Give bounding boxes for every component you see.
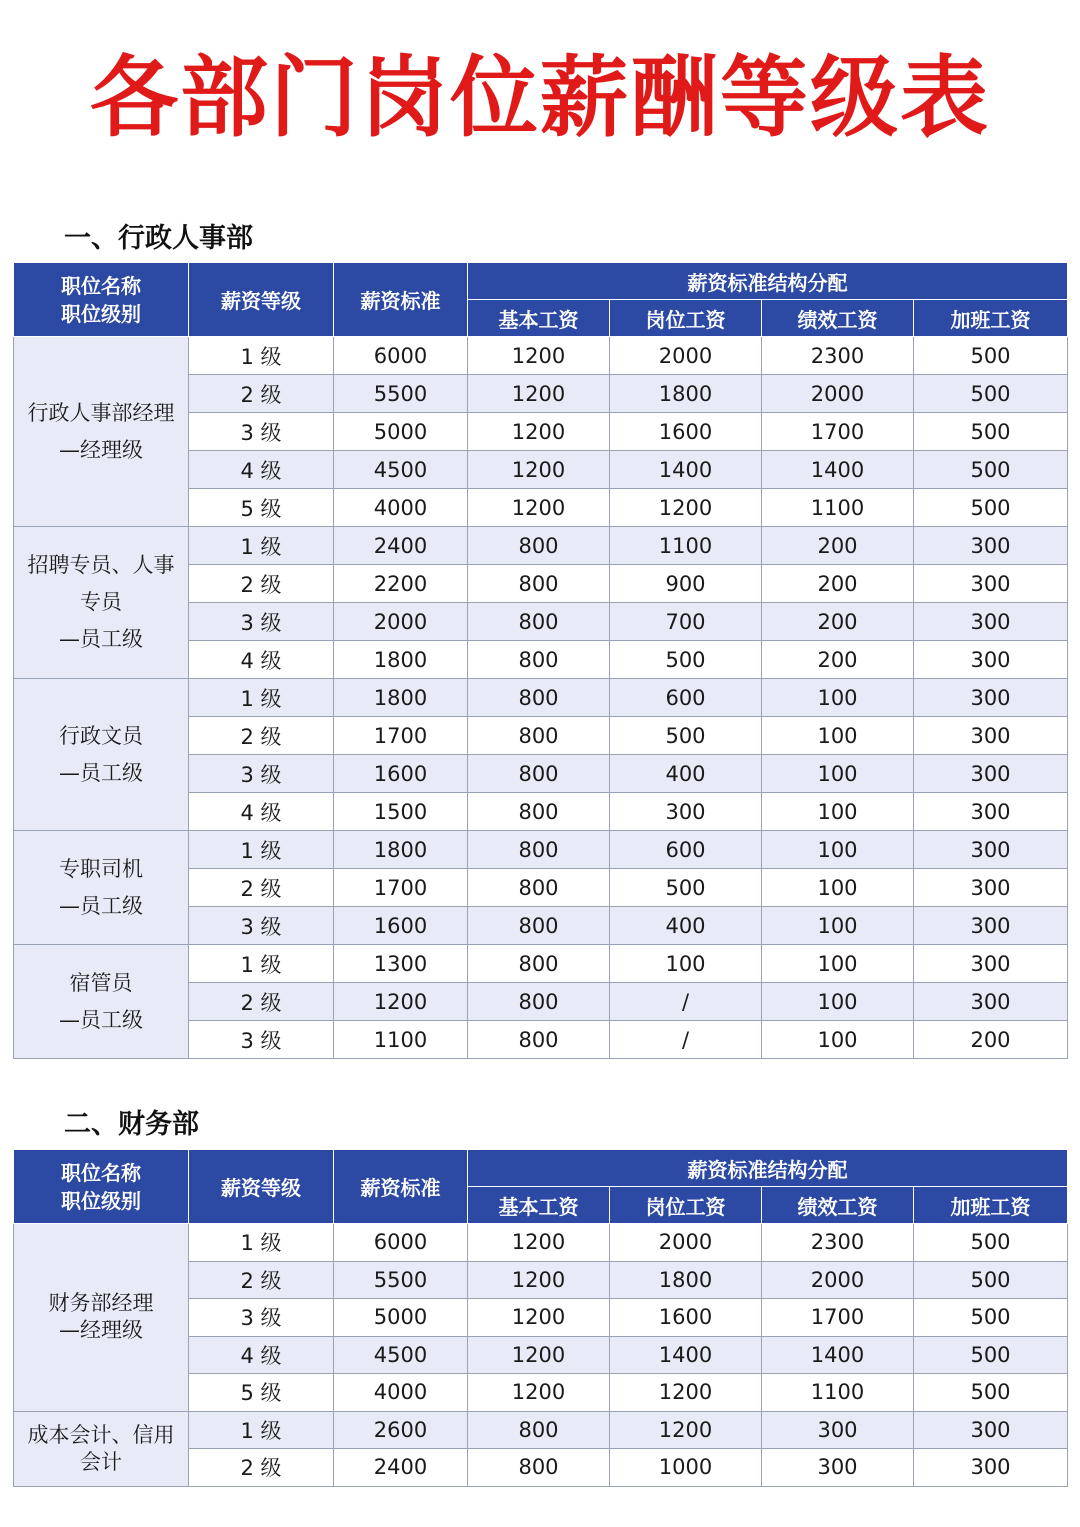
header-position: 职位名称 职位级别 — [14, 263, 189, 337]
basic-cell: 800 — [468, 565, 610, 603]
overtime-cell: 500 — [914, 1299, 1068, 1337]
position-cell — [14, 1224, 189, 1412]
header-standard: 薪资标准 — [334, 1150, 468, 1224]
overtime-cell: 300 — [914, 1411, 1068, 1449]
post-cell: 600 — [610, 831, 762, 869]
overtime-cell: 300 — [914, 565, 1068, 603]
basic-cell: 1200 — [468, 375, 610, 413]
standard-cell: 4500 — [334, 1336, 468, 1374]
basic-cell: 800 — [468, 983, 610, 1021]
basic-cell: 1200 — [468, 1336, 610, 1374]
position-cell — [14, 337, 189, 527]
table-row — [14, 527, 1068, 565]
position-line: 行政文员 — [59, 723, 143, 748]
standard-cell: 4000 — [334, 1374, 468, 1412]
position-line: —员工级 — [59, 760, 143, 785]
basic-cell: 800 — [468, 755, 610, 793]
post-cell: 2000 — [610, 337, 762, 375]
performance-cell: 1700 — [762, 1299, 914, 1337]
table-row — [14, 945, 1068, 983]
position-line: —经理级 — [59, 1318, 143, 1343]
standard-cell: 1800 — [334, 641, 468, 679]
performance-cell: 200 — [762, 565, 914, 603]
performance-cell: 300 — [762, 1411, 914, 1449]
grade-cell: 4 级 — [189, 641, 334, 679]
overtime-cell: 300 — [914, 945, 1068, 983]
header-structure: 薪资标准结构分配 — [468, 263, 1068, 300]
overtime-cell: 300 — [914, 679, 1068, 717]
post-cell: 1100 — [610, 527, 762, 565]
basic-cell: 800 — [468, 1449, 610, 1487]
overtime-cell: 300 — [914, 907, 1068, 945]
standard-cell: 1200 — [334, 983, 468, 1021]
performance-cell: 2000 — [762, 1261, 914, 1299]
position-line: —经理级 — [59, 437, 143, 462]
header-overtime: 加班工资 — [914, 1187, 1068, 1224]
grade-cell: 1 级 — [189, 1411, 334, 1449]
grade-cell: 3 级 — [189, 603, 334, 641]
grade-cell: 3 级 — [189, 413, 334, 451]
post-cell: 1800 — [610, 375, 762, 413]
salary-table-admin-hr — [13, 262, 1068, 1059]
header-overtime: 加班工资 — [914, 300, 1068, 337]
basic-cell: 800 — [468, 717, 610, 755]
post-cell: 1800 — [610, 1261, 762, 1299]
performance-cell: 1100 — [762, 489, 914, 527]
basic-cell: 800 — [468, 527, 610, 565]
table-row — [14, 831, 1068, 869]
post-cell: 700 — [610, 603, 762, 641]
performance-cell: 1400 — [762, 1336, 914, 1374]
header-position: 职位名称 职位级别 — [14, 1150, 189, 1224]
grade-cell: 2 级 — [189, 1261, 334, 1299]
header-basic: 基本工资 — [468, 1187, 610, 1224]
performance-cell: 200 — [762, 527, 914, 565]
position-cell — [14, 527, 189, 679]
overtime-cell: 500 — [914, 489, 1068, 527]
post-cell: 2000 — [610, 1224, 762, 1262]
overtime-cell: 300 — [914, 1449, 1068, 1487]
grade-cell: 5 级 — [189, 489, 334, 527]
performance-cell: 100 — [762, 1021, 914, 1059]
performance-cell: 1700 — [762, 413, 914, 451]
grade-cell: 2 级 — [189, 717, 334, 755]
grade-cell: 3 级 — [189, 1021, 334, 1059]
grade-cell: 1 级 — [189, 831, 334, 869]
overtime-cell: 300 — [914, 527, 1068, 565]
basic-cell: 800 — [468, 869, 610, 907]
post-cell: 1200 — [610, 489, 762, 527]
basic-cell: 800 — [468, 831, 610, 869]
header-post: 岗位工资 — [610, 300, 762, 337]
overtime-cell: 500 — [914, 1261, 1068, 1299]
header-standard: 薪资标准 — [334, 263, 468, 337]
grade-cell: 1 级 — [189, 679, 334, 717]
post-cell: 100 — [610, 945, 762, 983]
standard-cell: 1600 — [334, 755, 468, 793]
post-cell: 600 — [610, 679, 762, 717]
standard-cell: 1800 — [334, 679, 468, 717]
performance-cell: 100 — [762, 945, 914, 983]
post-cell: 1600 — [610, 1299, 762, 1337]
performance-cell: 300 — [762, 1449, 914, 1487]
grade-cell: 2 级 — [189, 565, 334, 603]
basic-cell: 1200 — [468, 451, 610, 489]
basic-cell: 800 — [468, 1411, 610, 1449]
header-grade: 薪资等级 — [189, 263, 334, 337]
section-title: 二、财务部 — [64, 1109, 199, 1140]
grade-cell: 2 级 — [189, 375, 334, 413]
standard-cell: 5500 — [334, 375, 468, 413]
performance-cell: 2000 — [762, 375, 914, 413]
position-cell — [14, 1411, 189, 1486]
header-post: 岗位工资 — [610, 1187, 762, 1224]
grade-cell: 3 级 — [189, 1299, 334, 1337]
standard-cell: 6000 — [334, 1224, 468, 1262]
overtime-cell: 500 — [914, 451, 1068, 489]
post-cell: 1200 — [610, 1374, 762, 1412]
basic-cell: 1200 — [468, 1299, 610, 1337]
position-line: 会计 — [80, 1449, 122, 1474]
post-cell: 900 — [610, 565, 762, 603]
grade-cell: 2 级 — [189, 869, 334, 907]
performance-cell: 100 — [762, 793, 914, 831]
post-cell: / — [610, 983, 762, 1021]
position-line: 成本会计、信用 — [27, 1422, 175, 1447]
overtime-cell: 200 — [914, 1021, 1068, 1059]
performance-cell: 200 — [762, 603, 914, 641]
standard-cell: 2600 — [334, 1411, 468, 1449]
standard-cell: 6000 — [334, 337, 468, 375]
performance-cell: 100 — [762, 983, 914, 1021]
performance-cell: 100 — [762, 679, 914, 717]
page-title: 各部门岗位薪酬等级表 — [89, 46, 990, 149]
overtime-cell: 500 — [914, 1336, 1068, 1374]
post-cell: 400 — [610, 907, 762, 945]
grade-cell: 1 级 — [189, 337, 334, 375]
position-line: 财务部经理 — [48, 1291, 154, 1316]
performance-cell: 100 — [762, 831, 914, 869]
basic-cell: 800 — [468, 907, 610, 945]
position-cell — [14, 679, 189, 831]
basic-cell: 1200 — [468, 413, 610, 451]
performance-cell: 200 — [762, 641, 914, 679]
grade-cell: 1 级 — [189, 527, 334, 565]
performance-cell: 1400 — [762, 451, 914, 489]
basic-cell: 1200 — [468, 1224, 610, 1262]
basic-cell: 800 — [468, 945, 610, 983]
standard-cell: 1700 — [334, 717, 468, 755]
table-row — [14, 679, 1068, 717]
overtime-cell: 500 — [914, 375, 1068, 413]
salary-table-finance — [13, 1149, 1068, 1487]
standard-cell: 2400 — [334, 1449, 468, 1487]
overtime-cell: 500 — [914, 337, 1068, 375]
performance-cell: 100 — [762, 755, 914, 793]
overtime-cell: 300 — [914, 869, 1068, 907]
header-basic: 基本工资 — [468, 300, 610, 337]
position-line: 专员 — [80, 590, 122, 614]
standard-cell: 2400 — [334, 527, 468, 565]
performance-cell: 100 — [762, 907, 914, 945]
standard-cell: 5500 — [334, 1261, 468, 1299]
overtime-cell: 300 — [914, 793, 1068, 831]
performance-cell: 1100 — [762, 1374, 914, 1412]
position-cell — [14, 945, 189, 1059]
section-title: 一、行政人事部 — [64, 223, 253, 254]
performance-cell: 100 — [762, 717, 914, 755]
header-grade: 薪资等级 — [189, 1150, 334, 1224]
post-cell: 1200 — [610, 1411, 762, 1449]
position-line: 专职司机 — [59, 856, 143, 881]
performance-cell: 2300 — [762, 337, 914, 375]
post-cell: 400 — [610, 755, 762, 793]
post-cell: 500 — [610, 717, 762, 755]
standard-cell: 5000 — [334, 413, 468, 451]
position-line: 招聘专员、人事 — [27, 553, 175, 577]
basic-cell: 1200 — [468, 1374, 610, 1412]
header-structure: 薪资标准结构分配 — [468, 1150, 1068, 1187]
grade-cell: 1 级 — [189, 1224, 334, 1262]
standard-cell: 1500 — [334, 793, 468, 831]
table-row — [14, 1411, 1068, 1449]
position-line: —员工级 — [59, 1007, 143, 1032]
overtime-cell: 300 — [914, 603, 1068, 641]
grade-cell: 4 级 — [189, 1336, 334, 1374]
table-row — [14, 1224, 1068, 1262]
standard-cell: 1700 — [334, 869, 468, 907]
grade-cell: 5 级 — [189, 1374, 334, 1412]
standard-cell: 4000 — [334, 489, 468, 527]
header-performance: 绩效工资 — [762, 300, 914, 337]
standard-cell: 4500 — [334, 451, 468, 489]
basic-cell: 800 — [468, 1021, 610, 1059]
grade-cell: 1 级 — [189, 945, 334, 983]
basic-cell: 800 — [468, 679, 610, 717]
standard-cell: 5000 — [334, 1299, 468, 1337]
position-line: 行政人事部经理 — [27, 400, 175, 425]
post-cell: 1400 — [610, 1336, 762, 1374]
standard-cell: 1800 — [334, 831, 468, 869]
post-cell: 500 — [610, 641, 762, 679]
overtime-cell: 500 — [914, 1224, 1068, 1262]
overtime-cell: 500 — [914, 1374, 1068, 1412]
standard-cell: 1600 — [334, 907, 468, 945]
grade-cell: 3 级 — [189, 755, 334, 793]
basic-cell: 800 — [468, 603, 610, 641]
overtime-cell: 300 — [914, 641, 1068, 679]
post-cell: 1400 — [610, 451, 762, 489]
standard-cell: 1100 — [334, 1021, 468, 1059]
grade-cell: 4 级 — [189, 451, 334, 489]
post-cell: 300 — [610, 793, 762, 831]
position-line: —员工级 — [59, 893, 143, 918]
grade-cell: 4 级 — [189, 793, 334, 831]
overtime-cell: 300 — [914, 983, 1068, 1021]
basic-cell: 1200 — [468, 337, 610, 375]
standard-cell: 2200 — [334, 565, 468, 603]
performance-cell: 100 — [762, 869, 914, 907]
standard-cell: 1300 — [334, 945, 468, 983]
grade-cell: 2 级 — [189, 1449, 334, 1487]
overtime-cell: 500 — [914, 413, 1068, 451]
basic-cell: 1200 — [468, 489, 610, 527]
overtime-cell: 300 — [914, 717, 1068, 755]
basic-cell: 800 — [468, 641, 610, 679]
post-cell: 500 — [610, 869, 762, 907]
standard-cell: 2000 — [334, 603, 468, 641]
grade-cell: 3 级 — [189, 907, 334, 945]
header-performance: 绩效工资 — [762, 1187, 914, 1224]
position-cell — [14, 831, 189, 945]
overtime-cell: 300 — [914, 755, 1068, 793]
post-cell: 1600 — [610, 413, 762, 451]
position-line: —员工级 — [59, 627, 143, 651]
post-cell: / — [610, 1021, 762, 1059]
grade-cell: 2 级 — [189, 983, 334, 1021]
overtime-cell: 300 — [914, 831, 1068, 869]
performance-cell: 2300 — [762, 1224, 914, 1262]
post-cell: 1000 — [610, 1449, 762, 1487]
basic-cell: 800 — [468, 793, 610, 831]
position-line: 宿管员 — [69, 970, 133, 995]
basic-cell: 1200 — [468, 1261, 610, 1299]
table-row — [14, 337, 1068, 375]
